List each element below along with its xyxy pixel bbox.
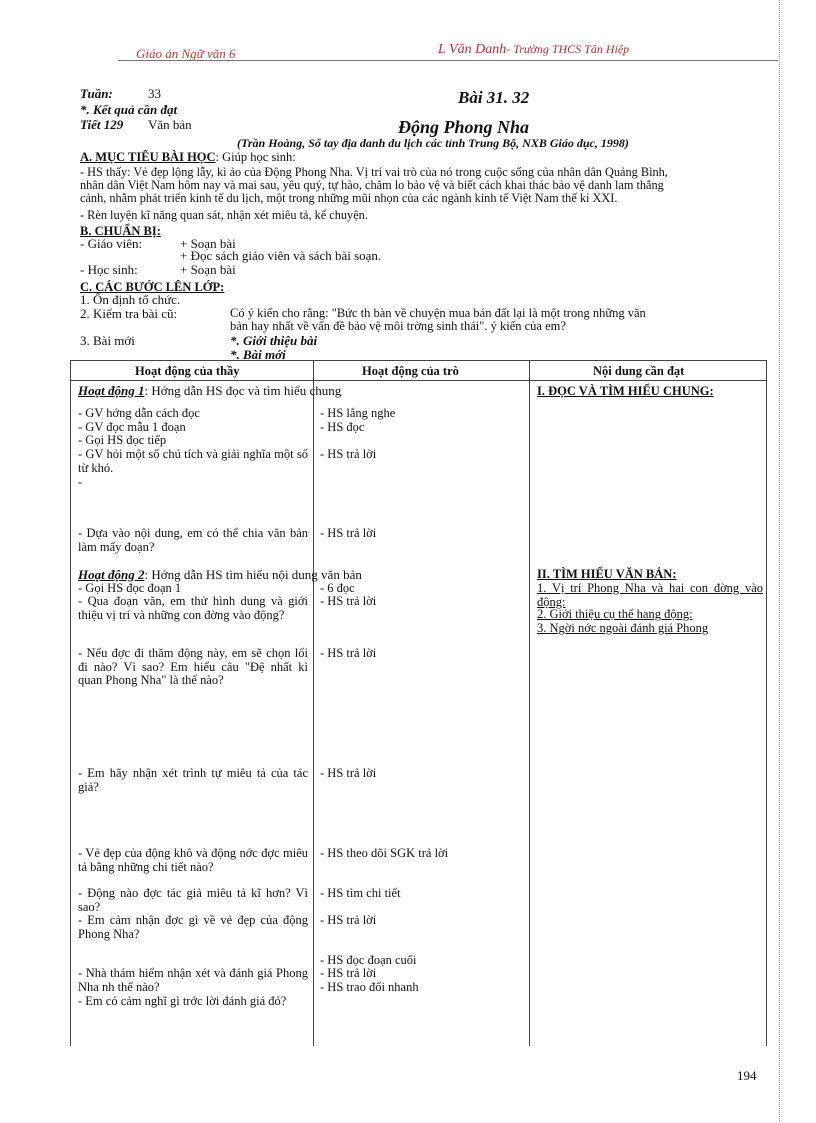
teacher-row: - GV đọc mẫu 1 đoạn bbox=[78, 420, 186, 434]
hs-label: - Học sinh: bbox=[80, 262, 138, 277]
content-item-1: 1. Vị trí Phong Nha và hai con đờng vào động: bbox=[537, 581, 763, 609]
teacher-row: - bbox=[78, 475, 83, 489]
teacher-row: - Gọi HS đọc tiếp bbox=[78, 433, 167, 447]
table-right-border bbox=[766, 360, 767, 1046]
teacher-row: - Dựa vào nội dung, em có thể chia văn bản làm mấy đoạn? bbox=[78, 526, 308, 554]
tiet-value: Văn bản bbox=[148, 117, 192, 132]
right-margin-dotted bbox=[779, 0, 780, 1123]
step-3-label: 3. Bài mới bbox=[80, 333, 135, 348]
section-a-heading: A. MỤC TIÊU BÀI HỌC bbox=[80, 150, 216, 164]
section-a-p1-l2: nhân dân Việt Nam hôm nay và mai sau, yêu quý, tự hào, chăm lo bảo vệ và biết cách khai thác bảo vệ danh lam thắng bbox=[80, 178, 664, 192]
lesson-source: (Trần Hoàng, Sổ tay địa danh du lịch các tỉnh Trung Bộ, NXB Giáo dục, 1998) bbox=[237, 136, 629, 150]
section-a-heading-line bbox=[80, 150, 296, 165]
student-row: - HS lắng nghe bbox=[320, 406, 396, 420]
header-right bbox=[438, 42, 629, 58]
lesson-number: Bài 31. 32 bbox=[458, 88, 530, 107]
student-row: - 6 đọc bbox=[320, 581, 355, 595]
teacher-row: - GV hớng dẫn cách đọc bbox=[78, 406, 200, 420]
student-row: - HS trả lời bbox=[320, 526, 377, 540]
hs-item-1: + Soạn bài bbox=[180, 262, 236, 277]
header-left: Giáo án Ngữ văn 6 bbox=[136, 46, 236, 61]
student-row: - HS trả lời bbox=[320, 966, 377, 980]
teacher-row: - Nhà thám hiểm nhận xét và đánh giá Phong Nha nh thế nào? bbox=[78, 966, 308, 994]
teacher-row: - Động nào đợc tác giả miêu tả kĩ hơn? Vì sao? bbox=[78, 886, 308, 914]
ket-qua: *. Kết quả cần đạt bbox=[80, 102, 178, 117]
activity-2-title: Hoạt động 2 bbox=[78, 567, 145, 582]
student-row: - HS tìm chi tiết bbox=[320, 886, 401, 900]
header-school: - Trường THCS Tân Hiệp bbox=[506, 42, 630, 56]
gv-item-1: + Soạn bài bbox=[180, 236, 236, 251]
teacher-row: - Qua đoạn văn, em thử hình dung và giới thiệu vị trí và những con đờng vào động? bbox=[78, 594, 308, 622]
table-col-divider-1 bbox=[313, 360, 314, 1046]
gv-item-2: + Đọc sách giáo viên và sách bài soạn. bbox=[180, 248, 382, 263]
step-3-intro: *. Giới thiệu bài bbox=[230, 333, 318, 348]
col-header-teacher: Hoạt động của thầy bbox=[135, 364, 240, 378]
student-row: - HS trả lời bbox=[320, 646, 377, 660]
teacher-row: - Gọi HS đọc đoạn 1 bbox=[78, 581, 182, 595]
activity-1-text: : Hớng dẫn HS đọc và tìm hiểu chung bbox=[144, 383, 342, 398]
activity-1-line bbox=[78, 383, 341, 399]
student-row: - HS đọc đoạn cuối bbox=[320, 953, 417, 967]
student-row: - HS theo dõi SGK trả lời bbox=[320, 846, 449, 860]
section-a-p2: - Rèn luyện kĩ năng quan sát, nhận xét miêu tả, kể chuyện. bbox=[80, 208, 368, 222]
content-heading-1: I. ĐỌC VÀ TÌM HIỂU CHUNG: bbox=[537, 384, 714, 398]
teacher-row: - Em hãy nhận xét trình tự miêu tả của tác giả? bbox=[78, 766, 308, 794]
page-number: 194 bbox=[737, 1068, 757, 1083]
student-row: - HS trả lời bbox=[320, 594, 377, 608]
step-2-label: 2. Kiểm tra bài cũ: bbox=[80, 306, 178, 321]
section-b-heading: B. CHUẨN BỊ: bbox=[80, 224, 161, 238]
tuan-value: 33 bbox=[148, 86, 161, 101]
content-heading-2: II. TÌM HIỂU VĂN BẢN: bbox=[537, 567, 677, 581]
step-1: 1. Ổn định tổ chức. bbox=[80, 292, 181, 307]
content-item-2: 2. Giới thiệu cụ thể hang động: bbox=[537, 607, 693, 621]
col-header-student: Hoạt động của trò bbox=[362, 364, 459, 378]
student-row: - HS trao đổi nhanh bbox=[320, 980, 419, 994]
student-row: - HS đọc bbox=[320, 420, 365, 434]
lesson-title: Động Phong Nha bbox=[398, 117, 530, 137]
step-2-line-1: Có ý kiến cho rằng: "Bức th bàn về chuyện mua bán đất lại là một trong những văn bbox=[230, 306, 646, 320]
student-row: - HS trả lời bbox=[320, 766, 377, 780]
step-3-new: *. Bài mới bbox=[230, 347, 286, 362]
table-top-border bbox=[70, 360, 766, 361]
section-a-p1-l1: - HS thấy: Vẻ đẹp lộng lẫy, kì ảo của Động Phong Nha. Vị trí vai trò của nó trong cuộc sống của nhân dân Quảng Bình, bbox=[80, 165, 668, 179]
header-rule bbox=[118, 60, 778, 61]
teacher-row: - Em cảm nhận đợc gì về vẻ đẹp của động Phong Nha? bbox=[78, 913, 308, 941]
tiet-label: Tiết 129 bbox=[80, 117, 124, 132]
student-row: - HS trả lời bbox=[320, 447, 377, 461]
teacher-row: - Em có cảm nghĩ gì trớc lời đánh giá đó? bbox=[78, 994, 287, 1008]
gv-label: - Giáo viên: bbox=[80, 236, 143, 251]
teacher-row: - GV hỏi một số chú tích và giải nghĩa một số từ khó. bbox=[78, 447, 308, 475]
section-c-heading: C. CÁC BƯỚC LÊN LỚP: bbox=[80, 280, 225, 294]
section-a-suffix: : Giúp học sinh: bbox=[215, 150, 296, 164]
teacher-row: - Nếu đợc đi thăm động này, em sẽ chọn lối đi nào? Vì sao? Em hiểu câu "Đệ nhất kì quan Phong Nha" là thế nào? bbox=[78, 646, 308, 687]
table-header-divider bbox=[70, 380, 766, 381]
table-left-border bbox=[70, 360, 71, 1046]
teacher-row: - Vẻ đẹp của động khô và động nớc đợc miêu tả bằng những chi tiết nào? bbox=[78, 846, 308, 874]
header-author: L Văn Danh bbox=[438, 42, 507, 57]
student-row: - HS trả lời bbox=[320, 913, 377, 927]
step-2-line-2: bản hay nhất về vấn đề bảo vệ môi trờng sinh thái". ý kiến của em? bbox=[230, 319, 566, 333]
activity-2-text: : Hớng dẫn HS tìm hiểu nội dung văn bản bbox=[144, 567, 362, 582]
table-col-divider-2 bbox=[529, 360, 530, 1046]
section-a-p1-l3: cảnh, nhằm phát triển kinh tế du lịch, một trong những mũi nhọn của các ngành kinh tế Việt Nam thế kỉ XXI. bbox=[80, 191, 618, 205]
content-item-3: 3. Ngời nớc ngoài đánh giá Phong bbox=[537, 622, 709, 635]
activity-1-title: Hoạt động 1 bbox=[78, 383, 145, 398]
tuan-label: Tuần: bbox=[80, 86, 113, 101]
col-header-content: Nội dung cần đạt bbox=[593, 364, 685, 378]
